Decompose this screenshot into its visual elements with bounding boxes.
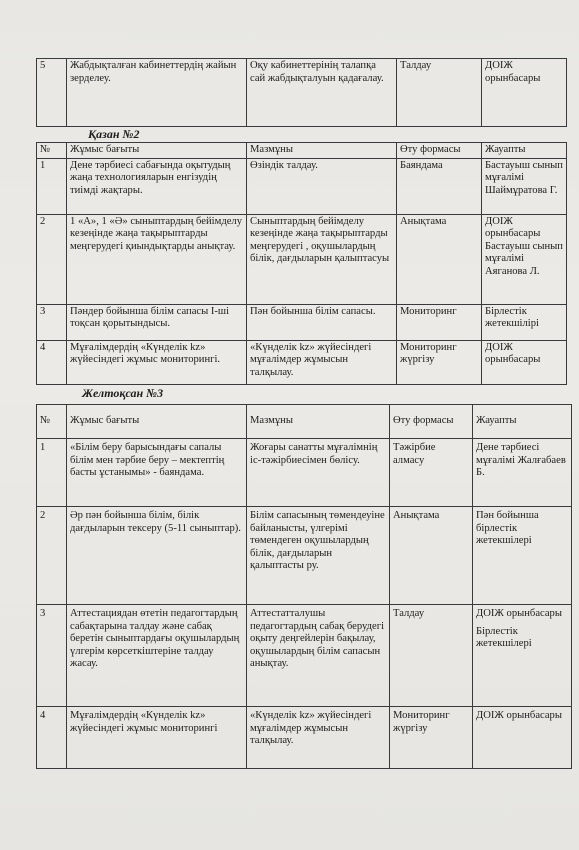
content: Жоғары санатты мұғалімнің іс-тәжірбиесімен бөлісу. [247, 439, 390, 507]
work-direction: Аттестациядан өтетін педагогтардың сабақтарына талдау және сабақ беретін сыныптардағы оқушылардың үлгерім көрсеткіштеріне талдау жасау. [67, 605, 247, 707]
responsible: Дене тәрбиесі мұғалімі Жалғабаев Б. [473, 439, 572, 507]
content: Оқу кабинеттерінің талапқа сай жабдықталуын қадағалау. [247, 59, 397, 127]
header-no: № [37, 143, 67, 159]
responsible: ДОІЖ орынбасары Бастауыш сынып мұғалімі Аяганова Л. [482, 214, 567, 304]
responsible-primary: ДОІЖ орынбасары [476, 608, 562, 619]
form: Анықтама [397, 214, 482, 304]
form: Баяндама [397, 158, 482, 214]
row-number: 2 [37, 214, 67, 304]
row-number: 5 [37, 59, 67, 127]
row-number: 2 [37, 507, 67, 605]
content: Сыныптардың бейімделу кезеңінде жаңа тақырыптарды меңгерудегі , оқушылардың білік, дағдыларын қалыптасуы [247, 214, 397, 304]
table-row [37, 214, 567, 304]
content: Білім сапасының төмендеуіне байланысты, үлгерімі төмендеген оқушылардың білік, дағдыларын қалыптасты ру. [247, 507, 390, 605]
responsible: ДОІЖ орынбасары [473, 707, 572, 769]
form: Мониторинг жүргізу [397, 340, 482, 384]
header-direction: Жұмыс бағыты [67, 405, 247, 439]
table-row [37, 439, 572, 507]
row-number: 4 [37, 707, 67, 769]
form: Мониторинг жүргізу [390, 707, 473, 769]
table-row [37, 707, 572, 769]
header-content: Мазмұны [247, 143, 397, 159]
plan-table-kazan [36, 142, 567, 385]
row-number: 1 [37, 158, 67, 214]
responsible: Пән бойынша бірлестік жетекшілері [473, 507, 572, 605]
form: Анықтама [390, 507, 473, 605]
section-heading-zheltoksan: Желтоқсан №3 [82, 386, 164, 400]
table-row [37, 340, 567, 384]
content: «Күнделік kz» жүйесіндегі мұғалімдер жұмысын талқылау. [247, 340, 397, 384]
work-direction: Дене тәрбиесі сабағында оқытудың жаңа технологияларын енгізудің тиімді жақтары. [67, 158, 247, 214]
header-responsible: Жауапты [473, 405, 572, 439]
content: Аттестатталушы педагогтардың сабақ берудегі оқыту деңгейлерін бақылау, оқушылардың білім сапасын анықтау. [247, 605, 390, 707]
responsible: Бірлестік жетекшілірі [482, 304, 567, 340]
work-direction: Мұғалімдердің «Күнделік kz» жүйесіндегі жұмыс мониторингі. [67, 340, 247, 384]
table-header-row [37, 405, 572, 439]
header-no: № [37, 405, 67, 439]
header-form: Өту формасы [397, 143, 482, 159]
row-number: 1 [37, 439, 67, 507]
work-direction: 1 «А», 1 «Ә» сыныптардың бейімделу кезеңінде жаңа тақырыптарды меңгерудегі қиындықтарды анықтау. [67, 214, 247, 304]
table-row [37, 304, 567, 340]
work-direction: Пәндер бойынша білім сапасы І-ші тоқсан қорытындысы. [67, 304, 247, 340]
work-direction: Жабдықталған кабинеттердің жайын зерделеу. [67, 59, 247, 127]
row-number: 3 [37, 304, 67, 340]
table-row [37, 59, 567, 127]
table-row [37, 158, 567, 214]
work-direction: Мұғалімдердің «Күнделік kz» жүйесіндегі жұмыс мониторингі [67, 707, 247, 769]
form: Тәжірбие алмасу [390, 439, 473, 507]
form: Мониторинг [397, 304, 482, 340]
work-direction: Әр пән бойынша білім, білік дағдыларын тексеру (5-11 сыныптар). [67, 507, 247, 605]
header-content: Мазмұны [247, 405, 390, 439]
header-form: Өту формасы [390, 405, 473, 439]
row-number: 3 [37, 605, 67, 707]
table-row [37, 605, 572, 707]
section-heading-kazan: Қазан №2 [88, 127, 140, 141]
plan-table-zheltoksan [36, 404, 572, 769]
table-header-row [37, 143, 567, 159]
row-number: 4 [37, 340, 67, 384]
header-responsible: Жауапты [482, 143, 567, 159]
content: Өзіндік талдау. [247, 158, 397, 214]
responsible-secondary: Бірлестік жетекшілері [476, 625, 532, 650]
content: Пән бойынша білім сапасы. [247, 304, 397, 340]
form: Талдау [390, 605, 473, 707]
work-direction: «Білім беру барысындағы сапалы білім мен тәрбие беру – мектептің басты ұстанымы» - баяндама. [67, 439, 247, 507]
responsible: Бастауыш сынып мұғалімі Шаймұратова Г. [482, 158, 567, 214]
header-direction: Жұмыс бағыты [67, 143, 247, 159]
responsible [473, 605, 572, 707]
form: Талдау [397, 59, 482, 127]
responsible: ДОІЖ орынбасары [482, 340, 567, 384]
content: «Күнделік kz» жүйесіндегі мұғалімдер жұмысын талқылау. [247, 707, 390, 769]
plan-table-top [36, 58, 567, 127]
responsible: ДОІЖ орынбасары [482, 59, 567, 127]
table-row [37, 507, 572, 605]
